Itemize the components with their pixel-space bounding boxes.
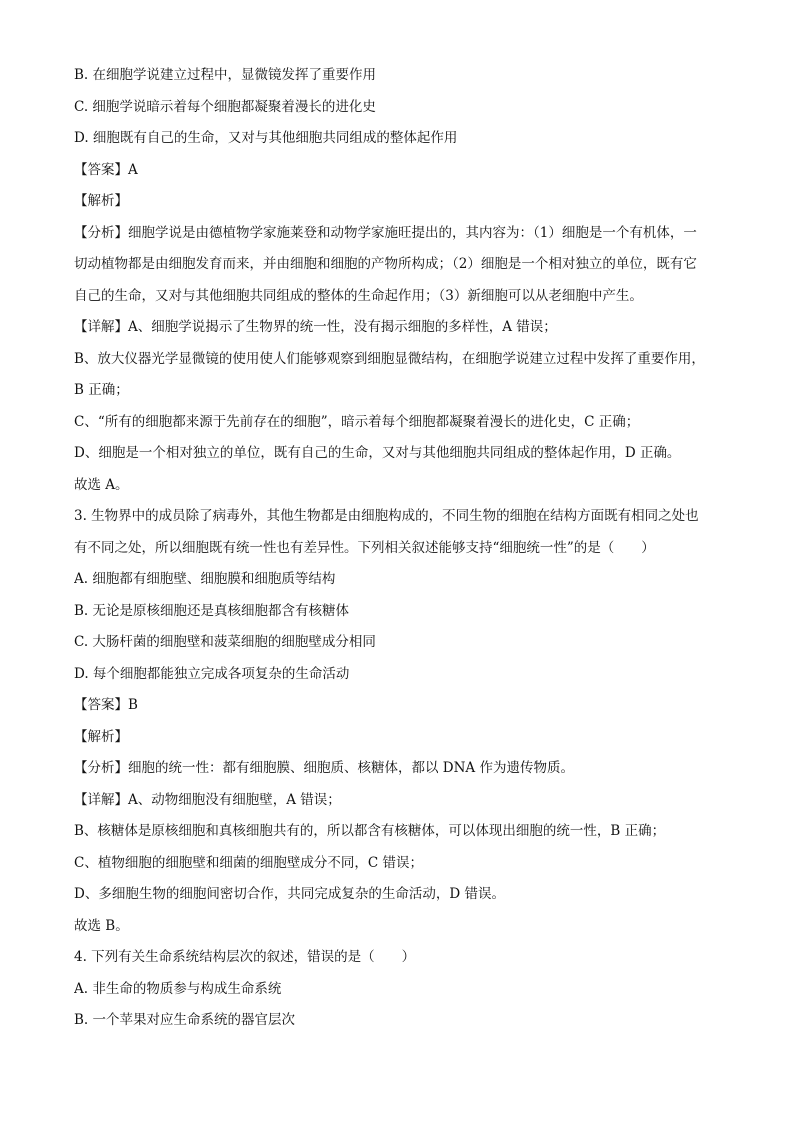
conclusion-line: 故选 A。 (74, 477, 129, 493)
detail-text-line: D、细胞是一个相对独立的单位，既有自己的生命，又对与其他细胞共同组成的整体起作用，D 正确。 (74, 445, 681, 461)
question-4-stem: 4. 下列有关生命系统结构层次的叙述，错误的是（ ） (74, 949, 416, 965)
detail-text-line: C、“所有的细胞都来源于先前存在的细胞”，暗示着每个细胞都凝聚着漫长的进化史，C 正确； (74, 414, 640, 430)
analysis-heading: 【解析】 (74, 729, 128, 745)
detail-text-line: B、放大仪器光学显微镜的使用使人们能够观察到细胞显微结构，在细胞学说建立过程中发挥了重要作用， (74, 351, 705, 367)
option-c-line: C. 细胞学说暗示着每个细胞都凝聚着漫长的进化史 (74, 99, 376, 115)
question-3-stem: 有不同之处，所以细胞既有统一性也有差异性。下列相关叙述能够支持“细胞统一性”的是（ ） (74, 540, 655, 556)
analysis-text-line: 【分析】细胞的统一性：都有细胞膜、细胞质、核糖体，都以 DNA 作为遗传物质。 (74, 760, 574, 776)
option-c-line: C. 大肠杆菌的细胞壁和菠菜细胞的细胞壁成分相同 (74, 634, 376, 650)
option-a-line: A. 细胞都有细胞壁、细胞膜和细胞质等结构 (74, 571, 336, 587)
detail-text-line: C、植物细胞的细胞壁和细菌的细胞壁成分不同，C 错误； (74, 855, 423, 871)
option-a-line: A. 非生命的物质参与构成生命系统 (74, 981, 282, 997)
option-b-line: B. 在细胞学说建立过程中，显微镜发挥了重要作用 (74, 67, 377, 83)
analysis-heading: 【解析】 (74, 193, 128, 209)
analysis-text-line: 【分析】细胞学说是由德植物学家施莱登和动物学家施旺提出的，其内容为：（1）细胞是一个有机体，一 (74, 225, 697, 241)
question-3-stem: 3. 生物界中的成员除了病毒外，其他生物都是由细胞构成的，不同生物的细胞在结构方面既有相同之处也 (74, 508, 699, 524)
answer-label: 【答案】B (74, 697, 138, 713)
answer-label: 【答案】A (74, 162, 138, 178)
option-d-line: D. 细胞既有自己的生命，又对与其他细胞共同组成的整体起作用 (74, 130, 458, 146)
conclusion-line: 故选 B。 (74, 918, 129, 934)
detail-text-line: 【详解】A、动物细胞没有细胞壁，A 错误； (74, 792, 341, 808)
option-d-line: D. 每个细胞都能独立完成各项复杂的生命活动 (74, 666, 350, 682)
analysis-text-line: 自己的生命，又对与其他细胞共同组成的整体的生命起作用；（3）新细胞可以从老细胞中产生。 (74, 288, 643, 304)
option-b-line: B. 一个苹果对应生命系统的器官层次 (74, 1012, 296, 1028)
detail-text-line: B 正确； (74, 382, 129, 398)
option-b-line: B. 无论是原核细胞还是真核细胞都含有核糖体 (74, 603, 350, 619)
analysis-text-line: 切动植物都是由细胞发育而来，并由细胞和细胞的产物所构成；（2）细胞是一个相对独立的单位，既有它 (74, 256, 697, 272)
detail-text-line: B、核糖体是原核细胞和真核细胞共有的，所以都含有核糖体，可以体现出细胞的统一性，B 正确； (74, 823, 666, 839)
detail-text-line: 【详解】A、细胞学说揭示了生物界的统一性，没有揭示细胞的多样性，A 错误； (74, 319, 557, 335)
detail-text-line: D、多细胞生物的细胞间密切合作，共同完成复杂的生命活动，D 错误。 (74, 886, 505, 902)
